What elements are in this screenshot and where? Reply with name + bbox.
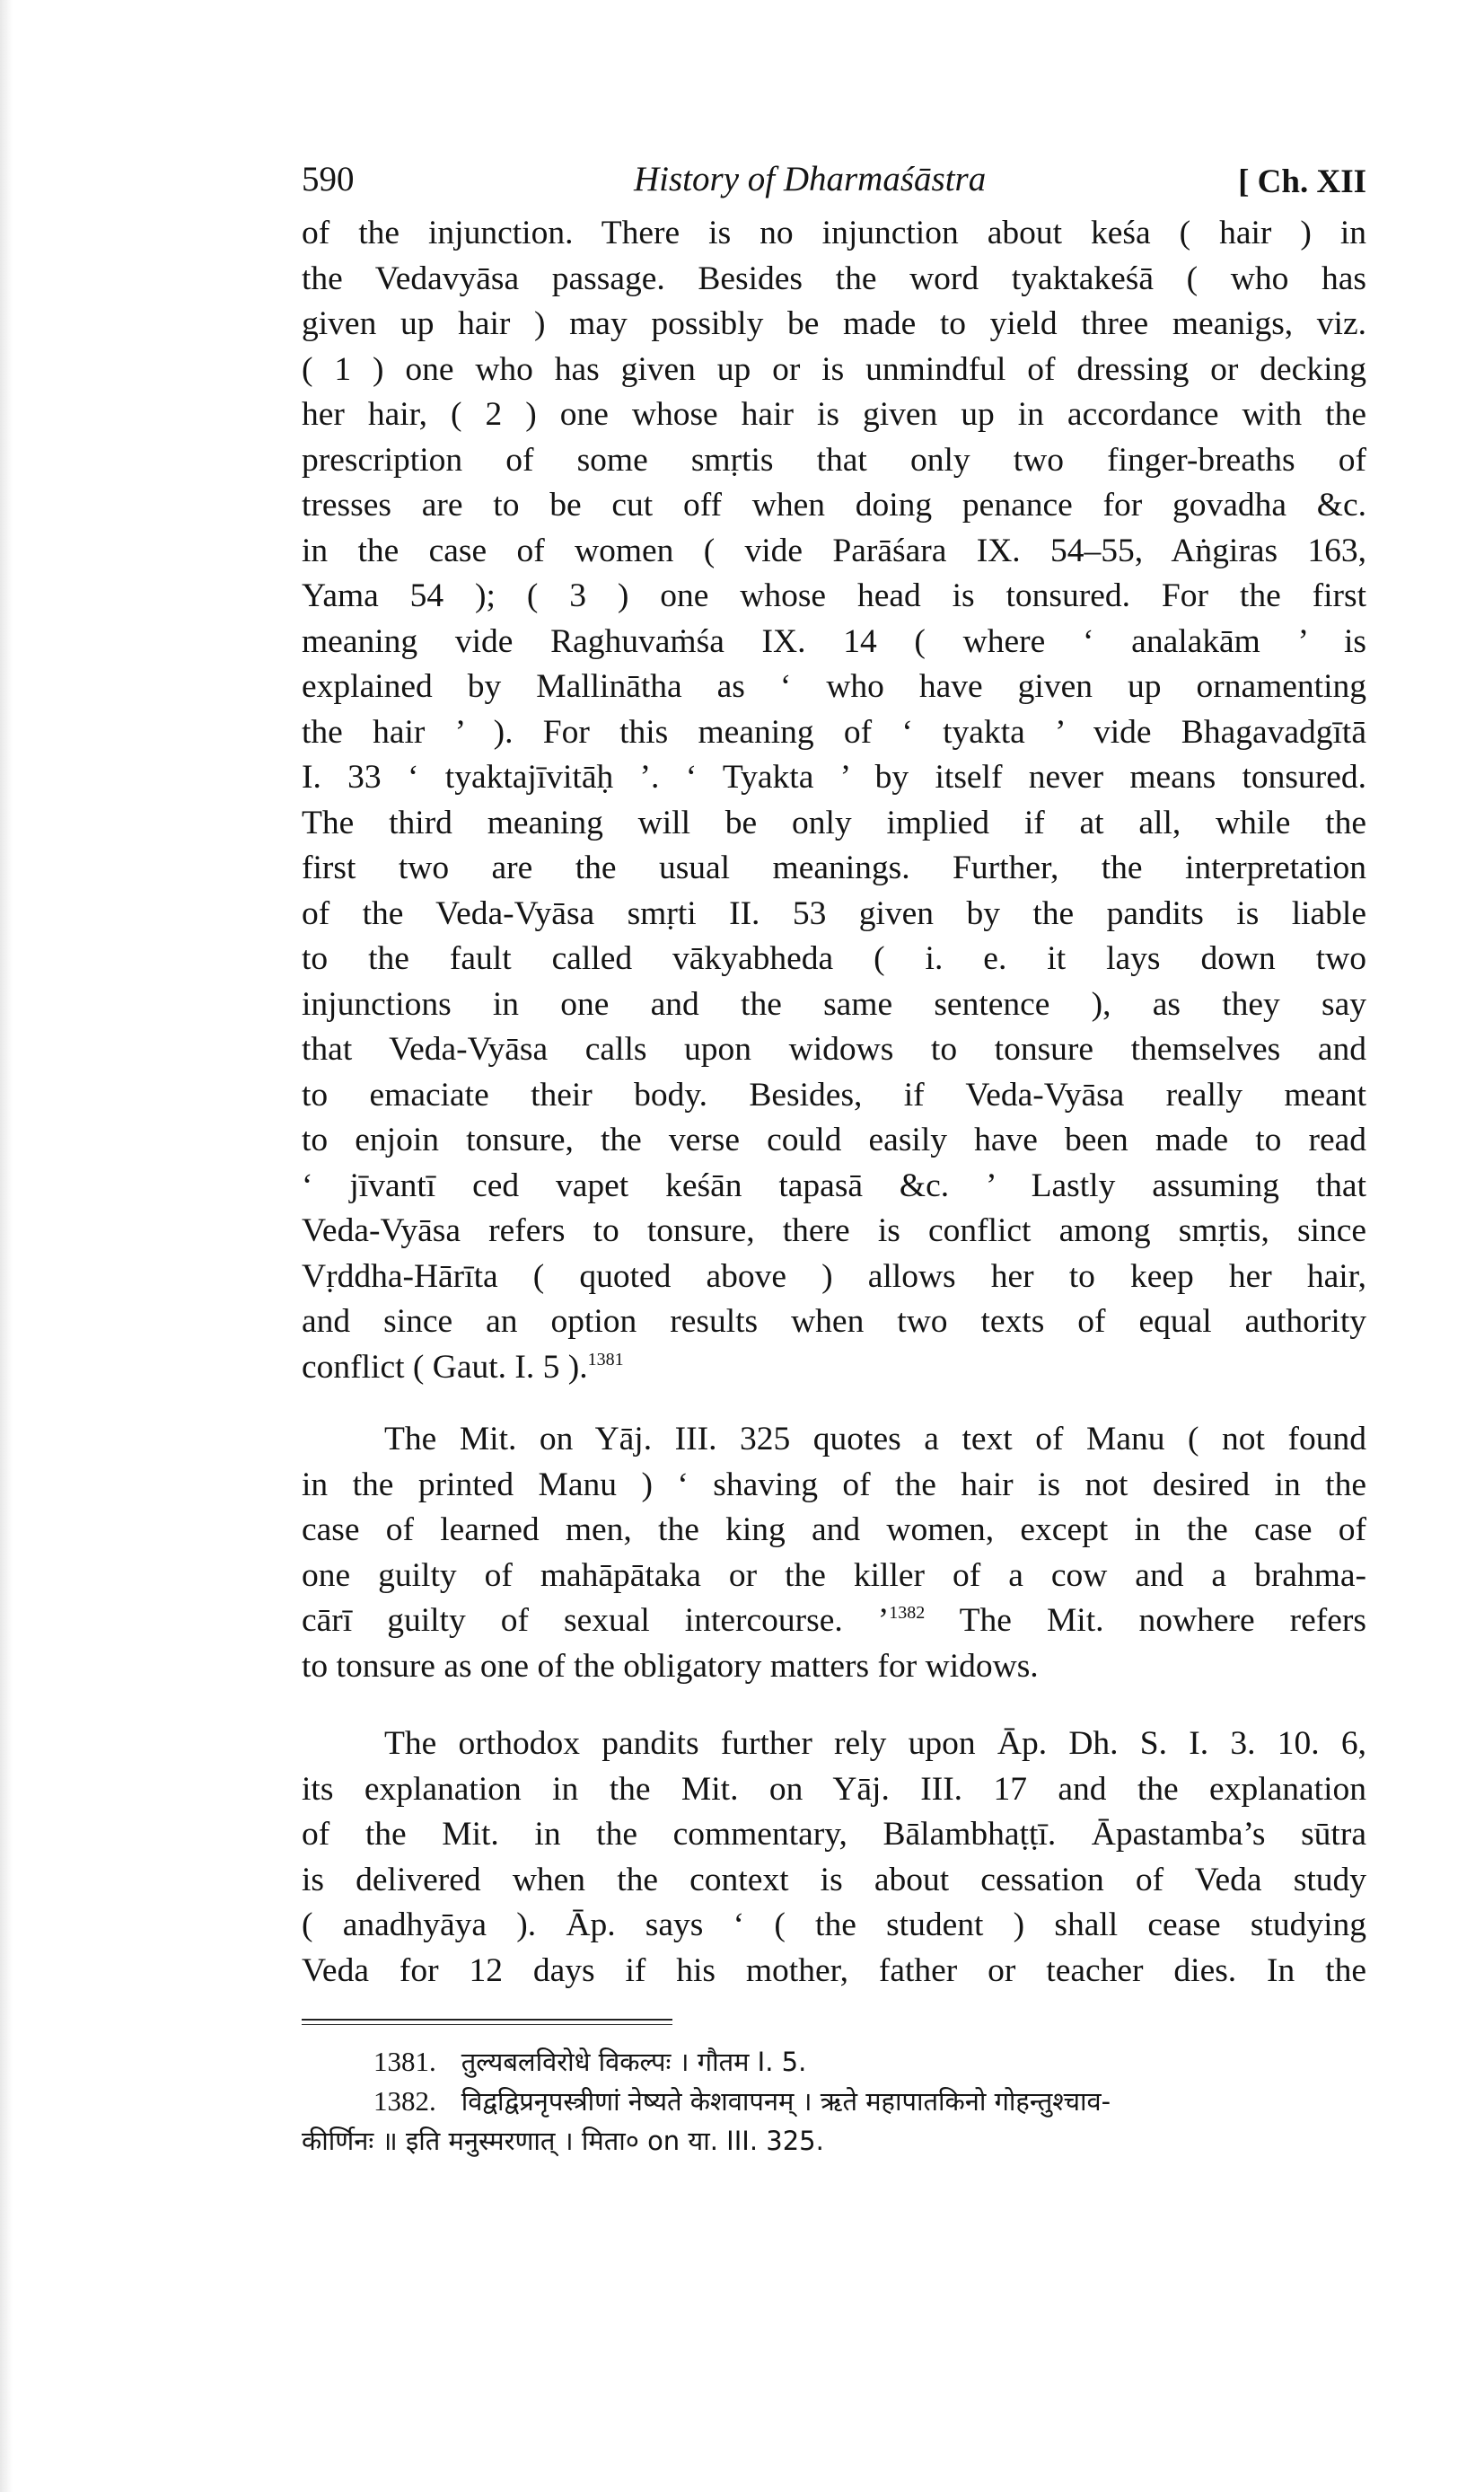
text-line: ( anadhyāya ). Āp. says ‘ ( the student ) shall cease studying (302, 1906, 1366, 1943)
footnote-1382-cont (302, 2121, 1366, 2161)
text-line: of the injunction. There is no injunction about keśa ( hair ) in (302, 215, 1366, 251)
text-line: ‘ jīvantī ced vapet keśān tapasā &c. ’ Lastly assuming that (302, 1167, 1366, 1204)
text-line: of the Veda-Vyāsa smṛti II. 53 given by the pandits is liable (302, 894, 1366, 932)
text-line: to enjoin tonsure, the verse could easily have been made to read (302, 1122, 1366, 1158)
footnote-number: 1382. (373, 2085, 436, 2117)
text-line: that Veda-Vyāsa calls upon widows to tonsure themselves and (302, 1031, 1366, 1068)
chapter-label: [ Ch. XII (1238, 163, 1366, 200)
footnote-ref-1382: 1382 (889, 1603, 926, 1623)
text-line: to the fault called vākyabheda ( i. e. it lays down two (302, 940, 1366, 977)
footnote-separator (302, 2003, 1366, 2042)
text-line: the hair ’ ). For this meaning of ‘ tyakta ’ vide Bhagavadgītā (302, 713, 1366, 751)
text-line: I. 33 ‘ tyaktajīvitāḥ ’. ‘ Tyakta ’ by itself never means tonsured. (302, 759, 1366, 796)
footnote-1382 (302, 2082, 1366, 2121)
text-line: its explanation in the Mit. on Yāj. III. 17 and the explanation (302, 1770, 1366, 1808)
text-line: Veda-Vyāsa refers to tonsure, there is conflict among smṛtis, since (302, 1212, 1366, 1249)
text-line: The third meaning will be only implied if at all, while the (302, 804, 1366, 841)
text-line: first two are the usual meanings. Further, the interpretation (302, 850, 1366, 886)
footnotes (302, 2042, 1366, 2161)
text-line (302, 1345, 1366, 1391)
footnote-text: विद्वद्विप्रनृपस्त्रीणां नेष्यते केशवापनम् । ऋते महापातकिनो गोहन्तुश्चाव- (461, 2086, 1111, 2117)
footnote-1381 (302, 2042, 1366, 2082)
text-line: Vṛddha-Hārīta ( quoted above ) allows her to keep her hair, (302, 1257, 1366, 1295)
book-page (302, 148, 1366, 2161)
text-line-content: cārī guilty of sexual intercourse. ’ (302, 1602, 890, 1639)
text-line: meaning vide Raghuvaṁśa IX. 14 ( where ‘ analakām ’ is (302, 622, 1366, 660)
text-line: given up hair ) may possibly be made to yield three meanigs, viz. (302, 305, 1366, 342)
running-head (302, 148, 1366, 211)
text-line: explained by Mallinātha as ‘ who have given up ornamenting (302, 668, 1366, 705)
text-line: and since an option results when two texts of equal authority (302, 1303, 1366, 1340)
text-line-content: The Mit. nowhere refers (959, 1602, 1366, 1639)
text-line: tresses are to be cut off when doing penance for govadha &c. (302, 487, 1366, 524)
text-line: ( 1 ) one who has given up or is unmindful of dressing or decking (302, 350, 1366, 388)
text-line-content: conflict ( Gaut. I. 5 ). (302, 1348, 588, 1386)
text-line: to emaciate their body. Besides, if Veda-Vyāsa really meant (302, 1076, 1366, 1114)
footnote-rule (302, 2024, 672, 2025)
text-line: injunctions in one and the same sentence ), as they say (302, 985, 1366, 1023)
footnote-rule (302, 2019, 672, 2021)
text-line: case of learned men, the king and women, except in the case of (302, 1511, 1366, 1548)
text-line: her hair, ( 2 ) one whose hair is given up in accordance with the (302, 396, 1366, 433)
text-line: prescription of some smṛtis that only two finger-breaths of (302, 441, 1366, 479)
book-title: History of Dharmaśāstra (634, 160, 987, 198)
text-line: in the case of women ( vide Parāśara IX. 54–55, Aṅgiras 163, (302, 532, 1366, 569)
footnote-number: 1381. (373, 2046, 436, 2077)
text-line: one guilty of mahāpātaka or the killer of a cow and a brahma- (302, 1556, 1366, 1594)
footnote-text: कीर्णिनः ॥ इति मनुस्मरणात् । मिता० on या. III. 325. (302, 2126, 824, 2156)
footnote-text: तुल्यबलविरोधे विकल्पः । गौतम I. 5. (461, 2047, 807, 2077)
text-line: of the Mit. in the commentary, Bālambhaṭṭī. Āpastamba’s sūtra (302, 1816, 1366, 1853)
text-line: in the printed Manu ) ‘ shaving of the hair is not desired in the (302, 1466, 1366, 1503)
text-line: to tonsure as one of the obligatory matters for widows. (302, 1647, 1039, 1685)
text-line: Yama 54 ); ( 3 ) one whose head is tonsured. For the first (302, 577, 1366, 614)
text-line: The Mit. on Yāj. III. 325 quotes a text of Manu ( not found (384, 1421, 1366, 1457)
text-line: The orthodox pandits further rely upon Āp. Dh. S. I. 3. 10. 6, (384, 1725, 1366, 1762)
paragraph-1 (302, 211, 1366, 1390)
text-line: is delivered when the context is about cessation of Veda study (302, 1861, 1366, 1898)
paragraph-2 (302, 1417, 1366, 1689)
page-binding-edge (0, 0, 13, 2492)
paragraph-3 (302, 1722, 1366, 1994)
text-line (302, 1598, 1366, 1644)
text-line: Veda for 12 days if his mother, father or teacher dies. In the (302, 1951, 1366, 1989)
page-number: 590 (302, 160, 355, 198)
footnote-ref-1381: 1381 (587, 1349, 624, 1369)
text-line: the Vedavyāsa passage. Besides the word tyaktakeśā ( who has (302, 260, 1366, 297)
